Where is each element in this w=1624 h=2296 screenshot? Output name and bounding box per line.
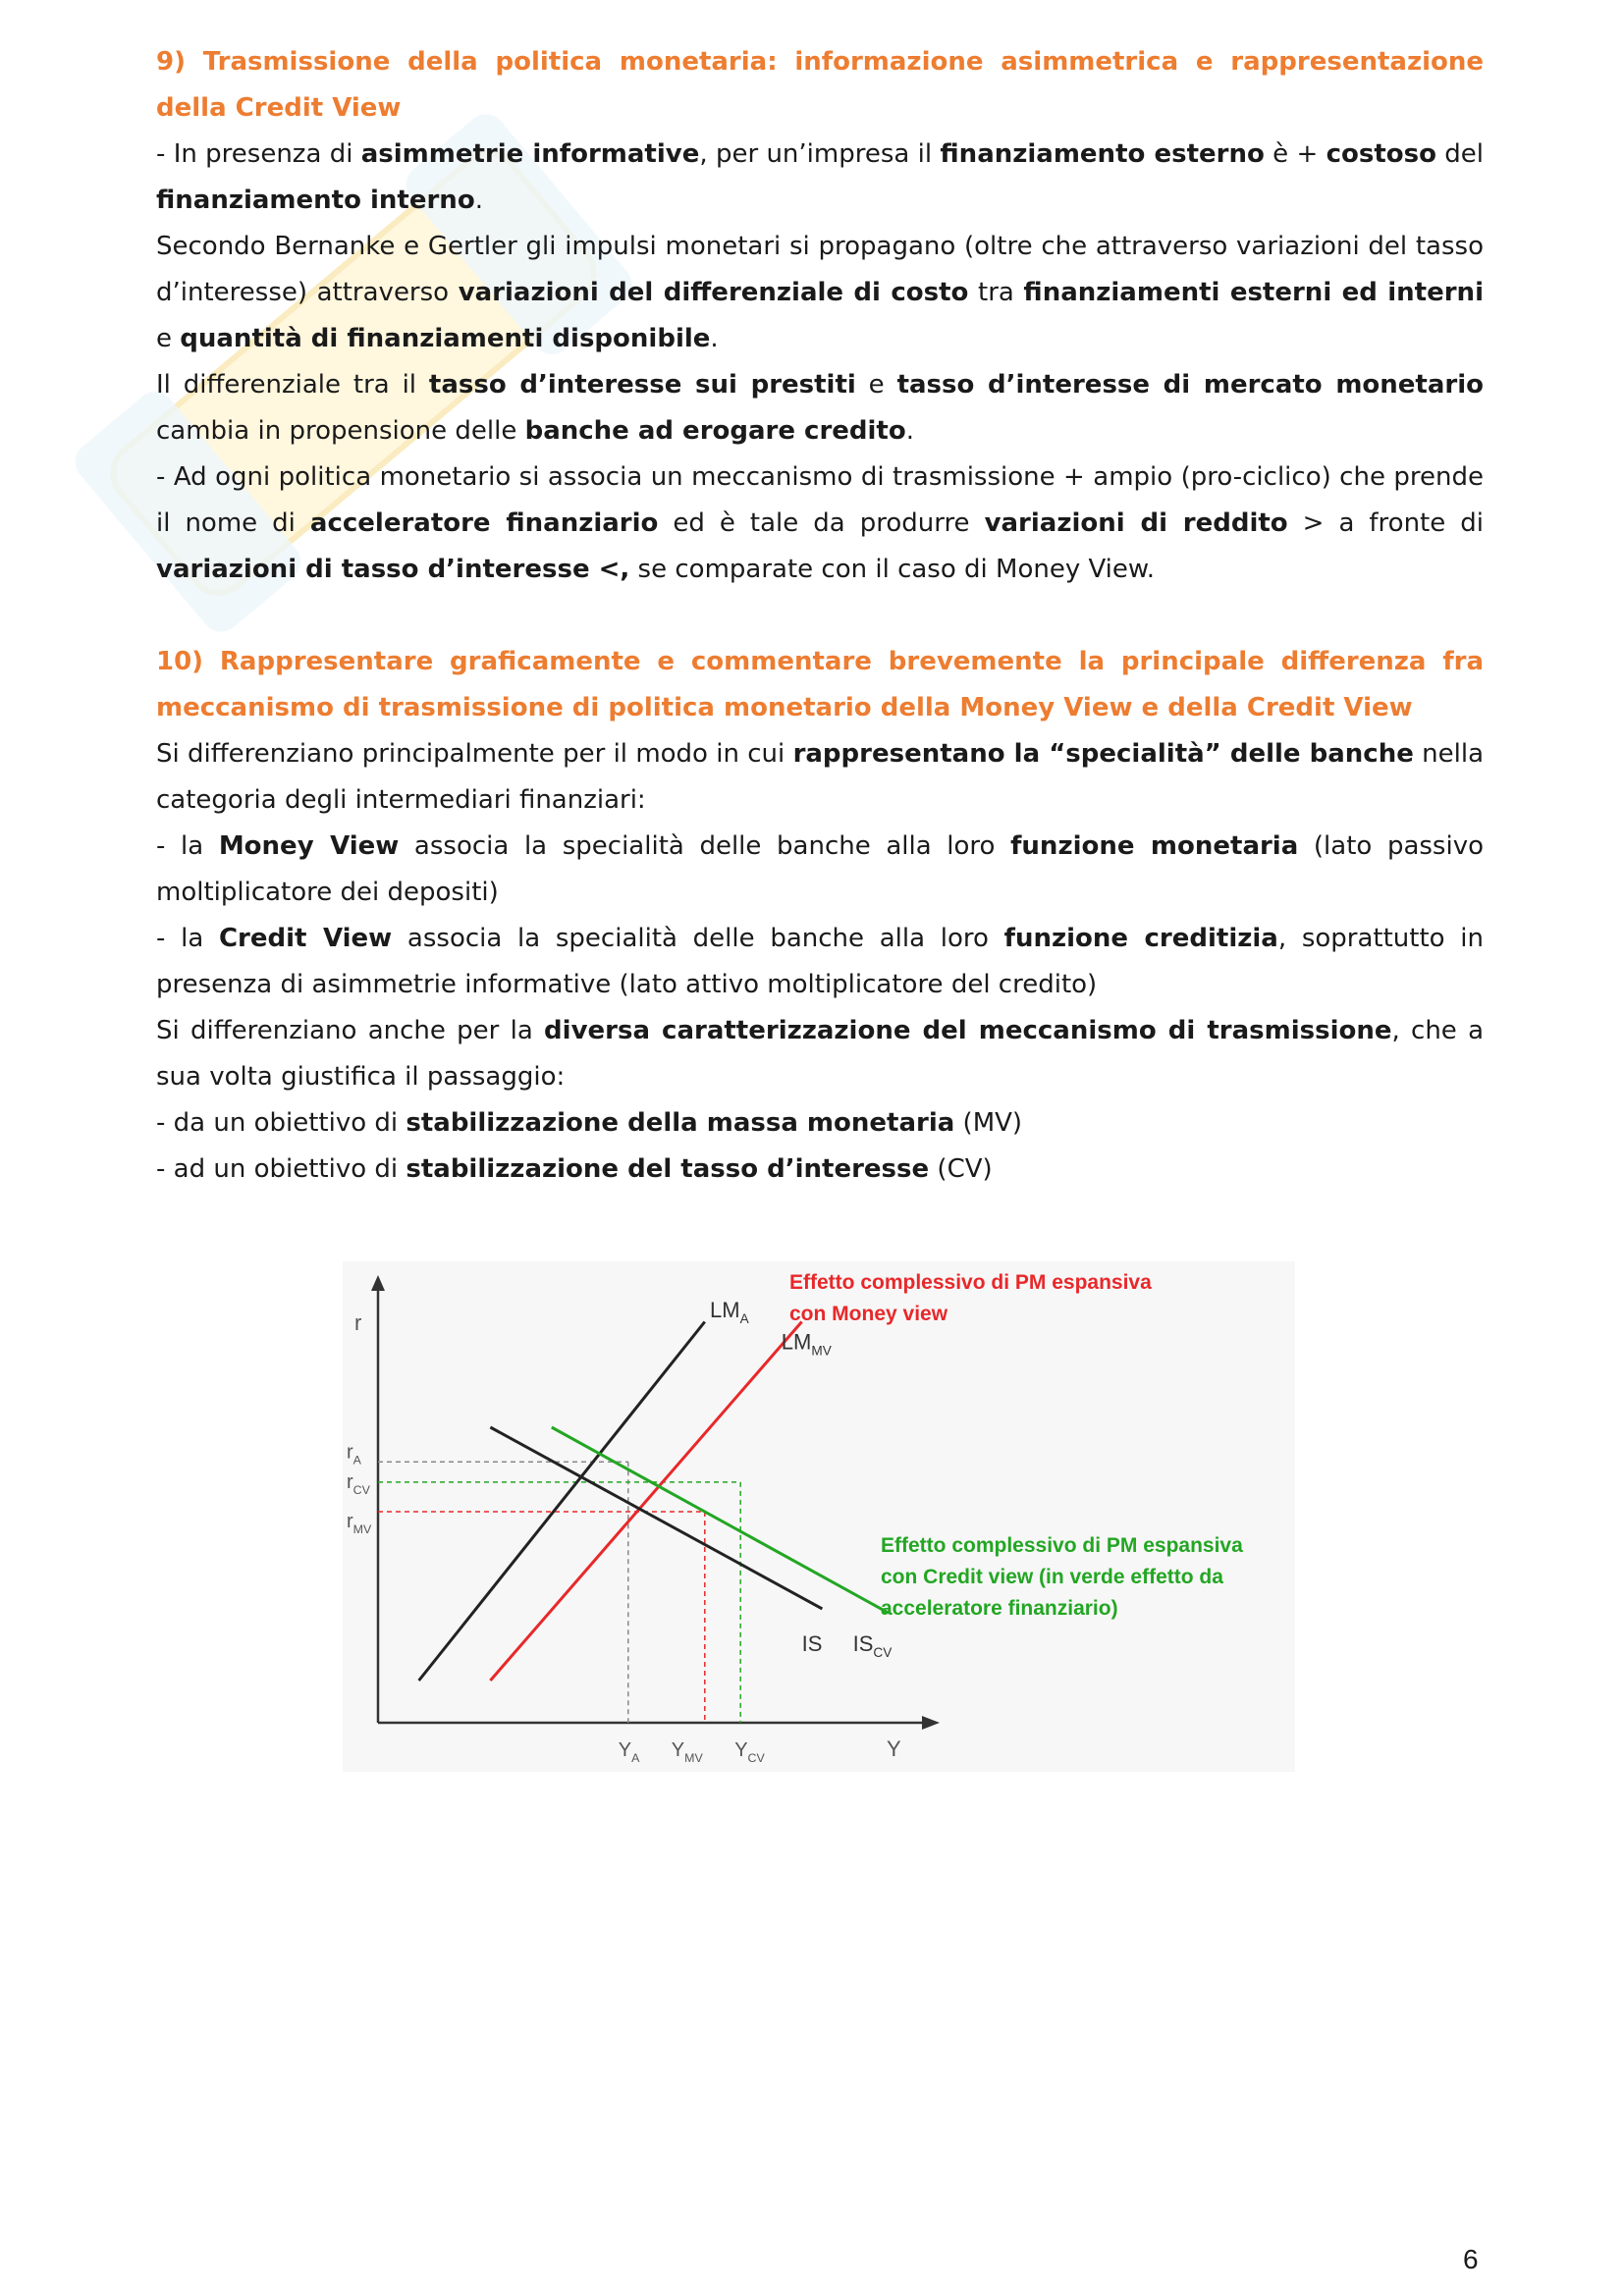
annotation-money-view-line: Effetto complessivo di PM espansiva <box>789 1271 1152 1294</box>
series-label-is: IS <box>801 1630 823 1656</box>
text-run: , che a sua volta giustifica il passaggio: <box>156 1016 1484 1092</box>
paragraph <box>156 362 1484 454</box>
bold-text: rappresentano la “specialità” delle banche <box>792 739 1414 769</box>
y-tick-r-cv: $r_{CV}$ <box>347 1470 370 1497</box>
text-run: , per un’impresa il <box>699 139 941 169</box>
y-axis-label: r <box>354 1310 362 1335</box>
text-run: Secondo Bernanke e Gertler gli impulsi monetari si propagano (oltre che attraverso variazioni del tasso d’interesse) attraverso <box>156 232 1484 307</box>
text-run: se comparate con il caso di Money View. <box>629 555 1156 584</box>
text-run: - la <box>156 924 219 953</box>
text-run: associa la specialità delle banche alla loro <box>399 831 1011 861</box>
paragraph <box>156 224 1484 362</box>
text-run: (CV) <box>929 1154 993 1184</box>
series-label-lm-a: $LM_A$ <box>710 1298 749 1327</box>
islm-chart <box>343 1261 1295 1772</box>
bold-text: variazioni del differenziale di costo <box>458 278 969 307</box>
paragraph <box>156 731 1484 824</box>
annotation-credit-view-line: acceleratore finanziario) <box>881 1597 1118 1620</box>
text-run: associa la specialità delle banche alla loro <box>392 924 1004 953</box>
bold-text: costoso <box>1326 139 1436 169</box>
bold-text: Credit View <box>218 924 393 953</box>
text-run: > a fronte di <box>1287 508 1484 538</box>
text-run: - la <box>156 831 219 861</box>
paragraph <box>156 916 1484 1008</box>
bold-text: Money View <box>218 831 400 861</box>
y-tick-r-a: $r_A$ <box>347 1441 361 1468</box>
bold-text: quantità di finanziamenti disponibile <box>180 324 711 353</box>
paragraph <box>156 1147 1484 1193</box>
text-run: tra <box>968 278 1024 307</box>
text-run: . <box>905 416 914 446</box>
text-run: - da un obiettivo di <box>156 1108 406 1138</box>
bold-text: tasso d’interesse sui prestiti <box>428 370 856 400</box>
text-run: e <box>855 370 897 400</box>
bold-text: funzione monetaria <box>1010 831 1299 861</box>
bold-text: variazioni di tasso d’interesse <, <box>156 555 630 584</box>
x-tick-y-cv: $Y_{CV}$ <box>734 1739 765 1765</box>
bold-text: finanziamento interno <box>156 186 475 215</box>
bold-text: funzione creditizia <box>1003 924 1278 953</box>
text-run: e <box>156 324 181 353</box>
sections-container <box>156 39 1484 1193</box>
x-axis-arrow <box>922 1716 940 1730</box>
x-tick-y-a: $Y_A$ <box>618 1739 640 1765</box>
text-run: . <box>474 186 483 215</box>
series-label-is-cv: $IS_{CV}$ <box>852 1630 893 1660</box>
line-lm-mv <box>490 1322 801 1682</box>
bold-text: acceleratore finanziario <box>309 508 659 538</box>
paragraph <box>156 1008 1484 1100</box>
text-run: nella categoria degli intermediari finanziari: <box>156 739 1485 815</box>
line-lm-a <box>419 1322 705 1682</box>
document-body <box>156 39 1484 1193</box>
bold-text: tasso d’interesse di mercato monetario <box>896 370 1484 400</box>
text-run: ed è tale da produrre <box>658 508 985 538</box>
text-run: del <box>1435 139 1484 169</box>
text-run: - Ad ogni politica monetario si associa un meccanismo di trasmissione + ampio (pro-ciclico) che prende il nome di <box>156 462 1484 538</box>
bold-text: stabilizzazione del tasso d’interesse <box>406 1154 930 1184</box>
bold-text: finanziamento esterno <box>940 139 1265 169</box>
line-is-cv <box>552 1427 889 1613</box>
x-axis-label: Y <box>887 1736 901 1761</box>
x-tick-y-mv: $Y_{MV}$ <box>671 1739 703 1765</box>
paragraph <box>156 1100 1484 1147</box>
section-heading: 9) Trasmissione della politica monetaria: informazione asimmetrica e rappresentazione della Credit View <box>156 47 1484 123</box>
y-axis-arrow <box>371 1275 385 1291</box>
annotation-credit-view-line: con Credit view (in verde effetto da <box>881 1566 1223 1588</box>
paragraph <box>156 454 1484 593</box>
section-heading: 10) Rappresentare graficamente e commentare brevemente la principale differenza fra meccanismo di trasmissione di politica monetario della Money View e della Credit View <box>156 647 1484 722</box>
bold-text: stabilizzazione della massa monetaria <box>406 1108 955 1138</box>
text-run: . <box>710 324 719 353</box>
text-run: Si differenziano principalmente per il modo in cui <box>156 739 793 769</box>
bold-text: finanziamenti esterni ed interni <box>1023 278 1484 307</box>
annotation-money-view-line: con Money view <box>789 1303 948 1325</box>
text-run: cambia in propensione delle <box>156 416 525 446</box>
text-run: Il differenziale tra il <box>156 370 429 400</box>
text-run: , soprattutto in presenza di asimmetrie informative (lato attivo moltiplicatore del credito) <box>156 924 1484 999</box>
text-run: è + <box>1264 139 1326 169</box>
y-tick-r-mv: $r_{MV}$ <box>347 1511 372 1536</box>
series-label-lm-mv: $LM_{MV}$ <box>781 1329 832 1359</box>
bold-text: variazioni di reddito <box>984 508 1288 538</box>
paragraph <box>156 824 1484 916</box>
text-run: (lato passivo moltiplicatore dei depositi) <box>156 831 1484 907</box>
line-is <box>490 1427 822 1609</box>
paragraph <box>156 132 1484 224</box>
text-run: (MV) <box>954 1108 1023 1138</box>
text-run: Si differenziano anche per la <box>156 1016 545 1045</box>
bold-text: banche ad erogare credito <box>524 416 906 446</box>
islm-figure <box>343 1261 1295 1772</box>
bold-text: diversa caratterizzazione del meccanismo di trasmissione <box>544 1016 1392 1045</box>
annotation-credit-view-line: Effetto complessivo di PM espansiva <box>881 1534 1243 1557</box>
text-run: - In presenza di <box>156 139 361 169</box>
page-number: 6 <box>1463 2244 1479 2274</box>
bold-text: asimmetrie informative <box>360 139 700 169</box>
text-run: - ad un obiettivo di <box>156 1154 406 1184</box>
